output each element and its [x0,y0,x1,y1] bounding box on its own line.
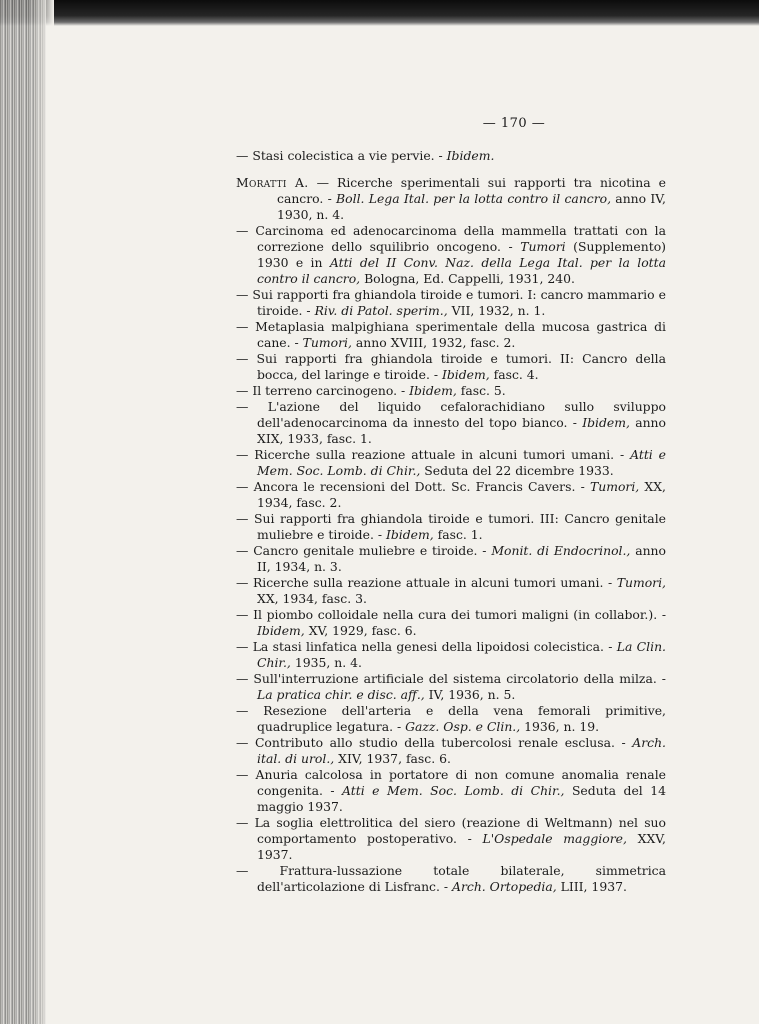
entry-5: — Sui rapporti fra ghiandola tiroide e tumori. II: Cancro della bocca, del laringe e tiroide. - Ibidem, fasc. 4. [236,351,666,382]
entry-1: Moratti A. — Ricerche sperimentali sui rapporti tra nicotina e cancro. - Boll. Lega Ital. per la lotta contro il cancro, anno IV, 1930, n. 4. [236,175,666,222]
entry-16: — Resezione dell'arteria e della vena femorali primitive, quadruplice legatura. - Gazz. Osp. e Clin., 1936, n. 19. [236,703,666,734]
entry-0: — Stasi colecistica a vie pervie. - Ibidem. [236,148,495,163]
bibliography-page [236,116,666,895]
entry-2: — Carcinoma ed adenocarcinoma della mammella trattati con la correzione dello squilibrio oncogeno. - Tumori (Supplemento) 1930 e in Atti del II Conv. Naz. della Lega Ital. per la lotta contro il cancro, Bologna, Ed. Cappelli, 1931, 240. [236,223,666,286]
entry-10: — Sui rapporti fra ghiandola tiroide e tumori. III: Cancro genitale muliebre e tiroide. - Ibidem, fasc. 1. [236,511,666,542]
page-number: — 170 — [482,116,546,131]
entry-3: — Sui rapporti fra ghiandola tiroide e tumori. I: cancro mammario e tiroide. - Riv. di Patol. sperim., VII, 1932, n. 1. [236,287,666,318]
scan-top-edge [0,0,759,26]
entry-18: — Anuria calcolosa in portatore di non comune anomalia renale congenita. - Atti e Mem. Soc. Lomb. di Chir., Seduta del 14 maggio 1937. [236,767,666,814]
author-name: Moratti A. [236,175,309,190]
entry-14: — La stasi linfatica nella genesi della lipoidosi colecistica. - La Clin. Chir., 1935, n. 4. [236,639,666,670]
scan-edge-fade [30,0,54,1024]
entry-19: — La soglia elettrolitica del siero (reazione di Weltmann) nel suo comportamento postoperativo. - L'Ospedale maggiore, XXV, 1937. [236,815,666,862]
entry-6: — Il terreno carcinogeno. - Ibidem, fasc. 5. [236,383,506,398]
entry-15: — Sull'interruzione artificiale del sistema circolatorio della milza. - La pratica chir. e disc. aff., IV, 1936, n. 5. [236,671,666,702]
entry-4: — Metaplasia malpighiana sperimentale della mucosa gastrica di cane. - Tumori, anno XVIII, 1932, fasc. 2. [236,319,666,350]
entry-8: — Ricerche sulla reazione attuale in alcuni tumori umani. - Atti e Mem. Soc. Lomb. di Chir., Seduta del 22 dicembre 1933. [236,447,666,478]
entry-11: — Cancro genitale muliebre e tiroide. - Monit. di Endocrinol., anno II, 1934, n. 3. [236,543,666,574]
entry-7: — L'azione del liquido cefalorachidiano sullo sviluppo dell'adenocarcinoma da innesto del topo bianco. - Ibidem, anno XIX, 1933, fasc. 1. [236,399,666,446]
entry-12: — Ricerche sulla reazione attuale in alcuni tumori umani. - Tumori, XX, 1934, fasc. 3. [236,575,666,606]
entry-9: — Ancora le recensioni del Dott. Sc. Francis Cavers. - Tumori, XX, 1934, fasc. 2. [236,479,666,510]
entry-17: — Contributo allo studio della tubercolosi renale esclusa. - Arch. ital. di urol., XIV, 1937, fasc. 6. [236,735,666,766]
entry-13: — Il piombo colloidale nella cura dei tumori maligni (in collabor.). - Ibidem, XV, 1929, fasc. 6. [236,607,666,638]
entry-20: — Frattura-lussazione totale bilaterale, simmetrica dell'articolazione di Lisfranc. - Arch. Ortopedia, LIII, 1937. [236,863,666,894]
